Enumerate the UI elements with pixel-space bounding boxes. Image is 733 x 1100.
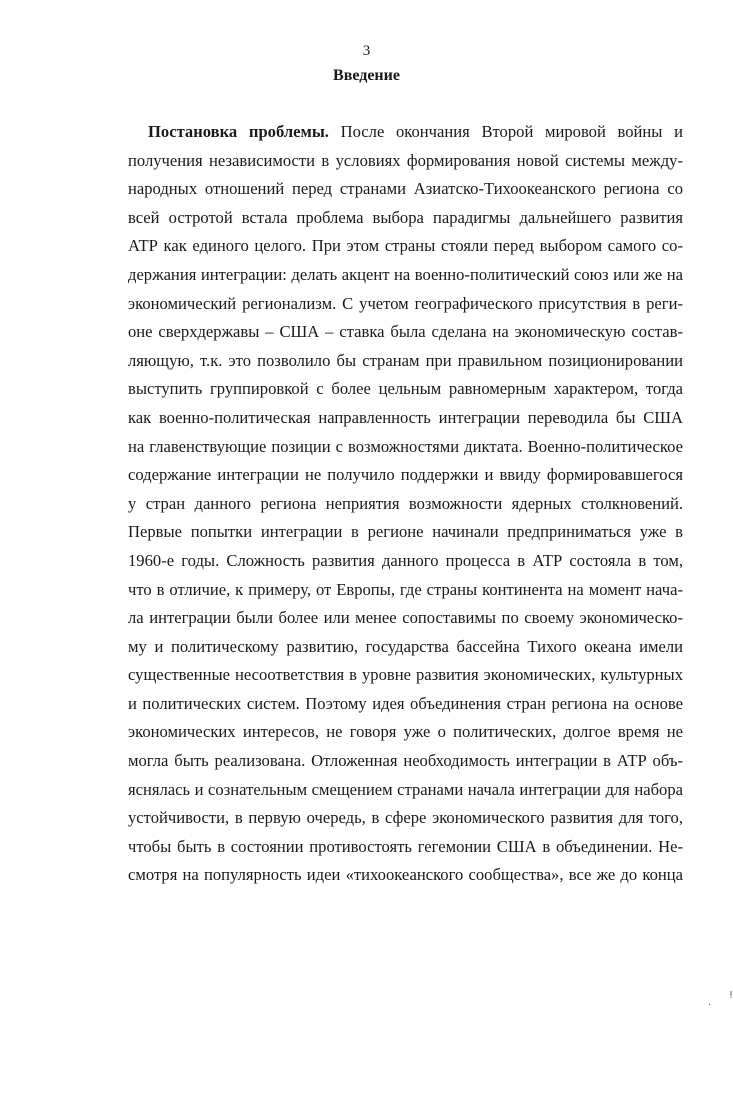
lead-phrase: Постановка проблемы.	[148, 122, 329, 141]
text-line: всей остротой встала проблема выбора парадигмы дальнейшего развития	[128, 207, 683, 227]
text-line: выступить группировкой с более цельным равномерным характером, тогда	[128, 379, 683, 399]
section-heading: Введение	[333, 67, 400, 84]
page-number: 3	[362, 43, 371, 59]
text-line: му и политическому развитию, государства бассейна Тихого океана имели	[128, 636, 683, 656]
text-line: Первые попытки интеграции в регионе начинали предприниматься уже в	[128, 522, 683, 542]
text-line: как военно-политическая направленность интеграции переводила бы США	[128, 407, 683, 427]
text-line: и политических систем. Поэтому идея объединения стран региона на основе	[128, 693, 683, 713]
text-line: что в отличие, к примеру, от Европы, где страны континента на момент нача-	[128, 579, 683, 599]
text-line-first-rest: После окончания Второй мировой войны и	[328, 122, 683, 141]
text-line: оне сверхдержавы – США – ставка была сделана на экономическую состав-	[128, 322, 683, 342]
text-line: содержание интеграции не получило поддержки и ввиду формировавшегося	[128, 465, 683, 485]
text-line: ляющую, т.к. это позволило бы странам при правильном позиционировании	[128, 350, 683, 370]
body-text	[128, 118, 683, 890]
text-line: смотря на популярность идеи «тихоокеанского сообщества», все же до конца	[128, 865, 683, 885]
text-line: устойчивости, в первую очередь, в сфере экономического развития для того,	[128, 808, 683, 828]
text-line: держания интеграции: делать акцент на военно-политический союз или же на	[128, 264, 683, 284]
text-line: яснялась и сознательным смещением странами начала интеграции для набора	[128, 779, 683, 799]
text-line: на главенствующие позиции с возможностями диктата. Военно-политическое	[128, 436, 683, 456]
text-line: народных отношений перед странами Азиатско-Тихоокеанского региона со	[128, 179, 683, 199]
margin-mark-dot: .	[708, 997, 712, 1008]
text-line: получения независимости в условиях формирования новой системы между-	[128, 150, 683, 170]
text-line: 1960-е годы. Сложность развития данного процесса в АТР состояла в том,	[128, 550, 683, 570]
text-line: АТР как единого целого. При этом страны стояли перед выбором самого со-	[128, 236, 683, 256]
text-line: у стран данного региона неприятия возможности ядерных столкновений.	[128, 493, 683, 513]
text-line: могла быть реализована. Отложенная необходимость интеграции в АТР объ-	[128, 751, 683, 771]
text-line: ла интеграции были более или менее сопоставимы по своему экономическо-	[128, 608, 683, 628]
text-line-first	[128, 118, 683, 147]
text-line: существенные несоответствия в уровне развития экономических, культурных	[128, 665, 683, 685]
margin-mark-exclaim: !	[729, 990, 733, 1001]
text-line: чтобы быть в состоянии противостоять гегемонии США в объединении. Не-	[128, 836, 683, 856]
text-line: экономический регионализм. С учетом географического присутствия в реги-	[128, 293, 683, 313]
text-line: экономических интересов, не говоря уже о политических, долгое время не	[128, 722, 683, 742]
